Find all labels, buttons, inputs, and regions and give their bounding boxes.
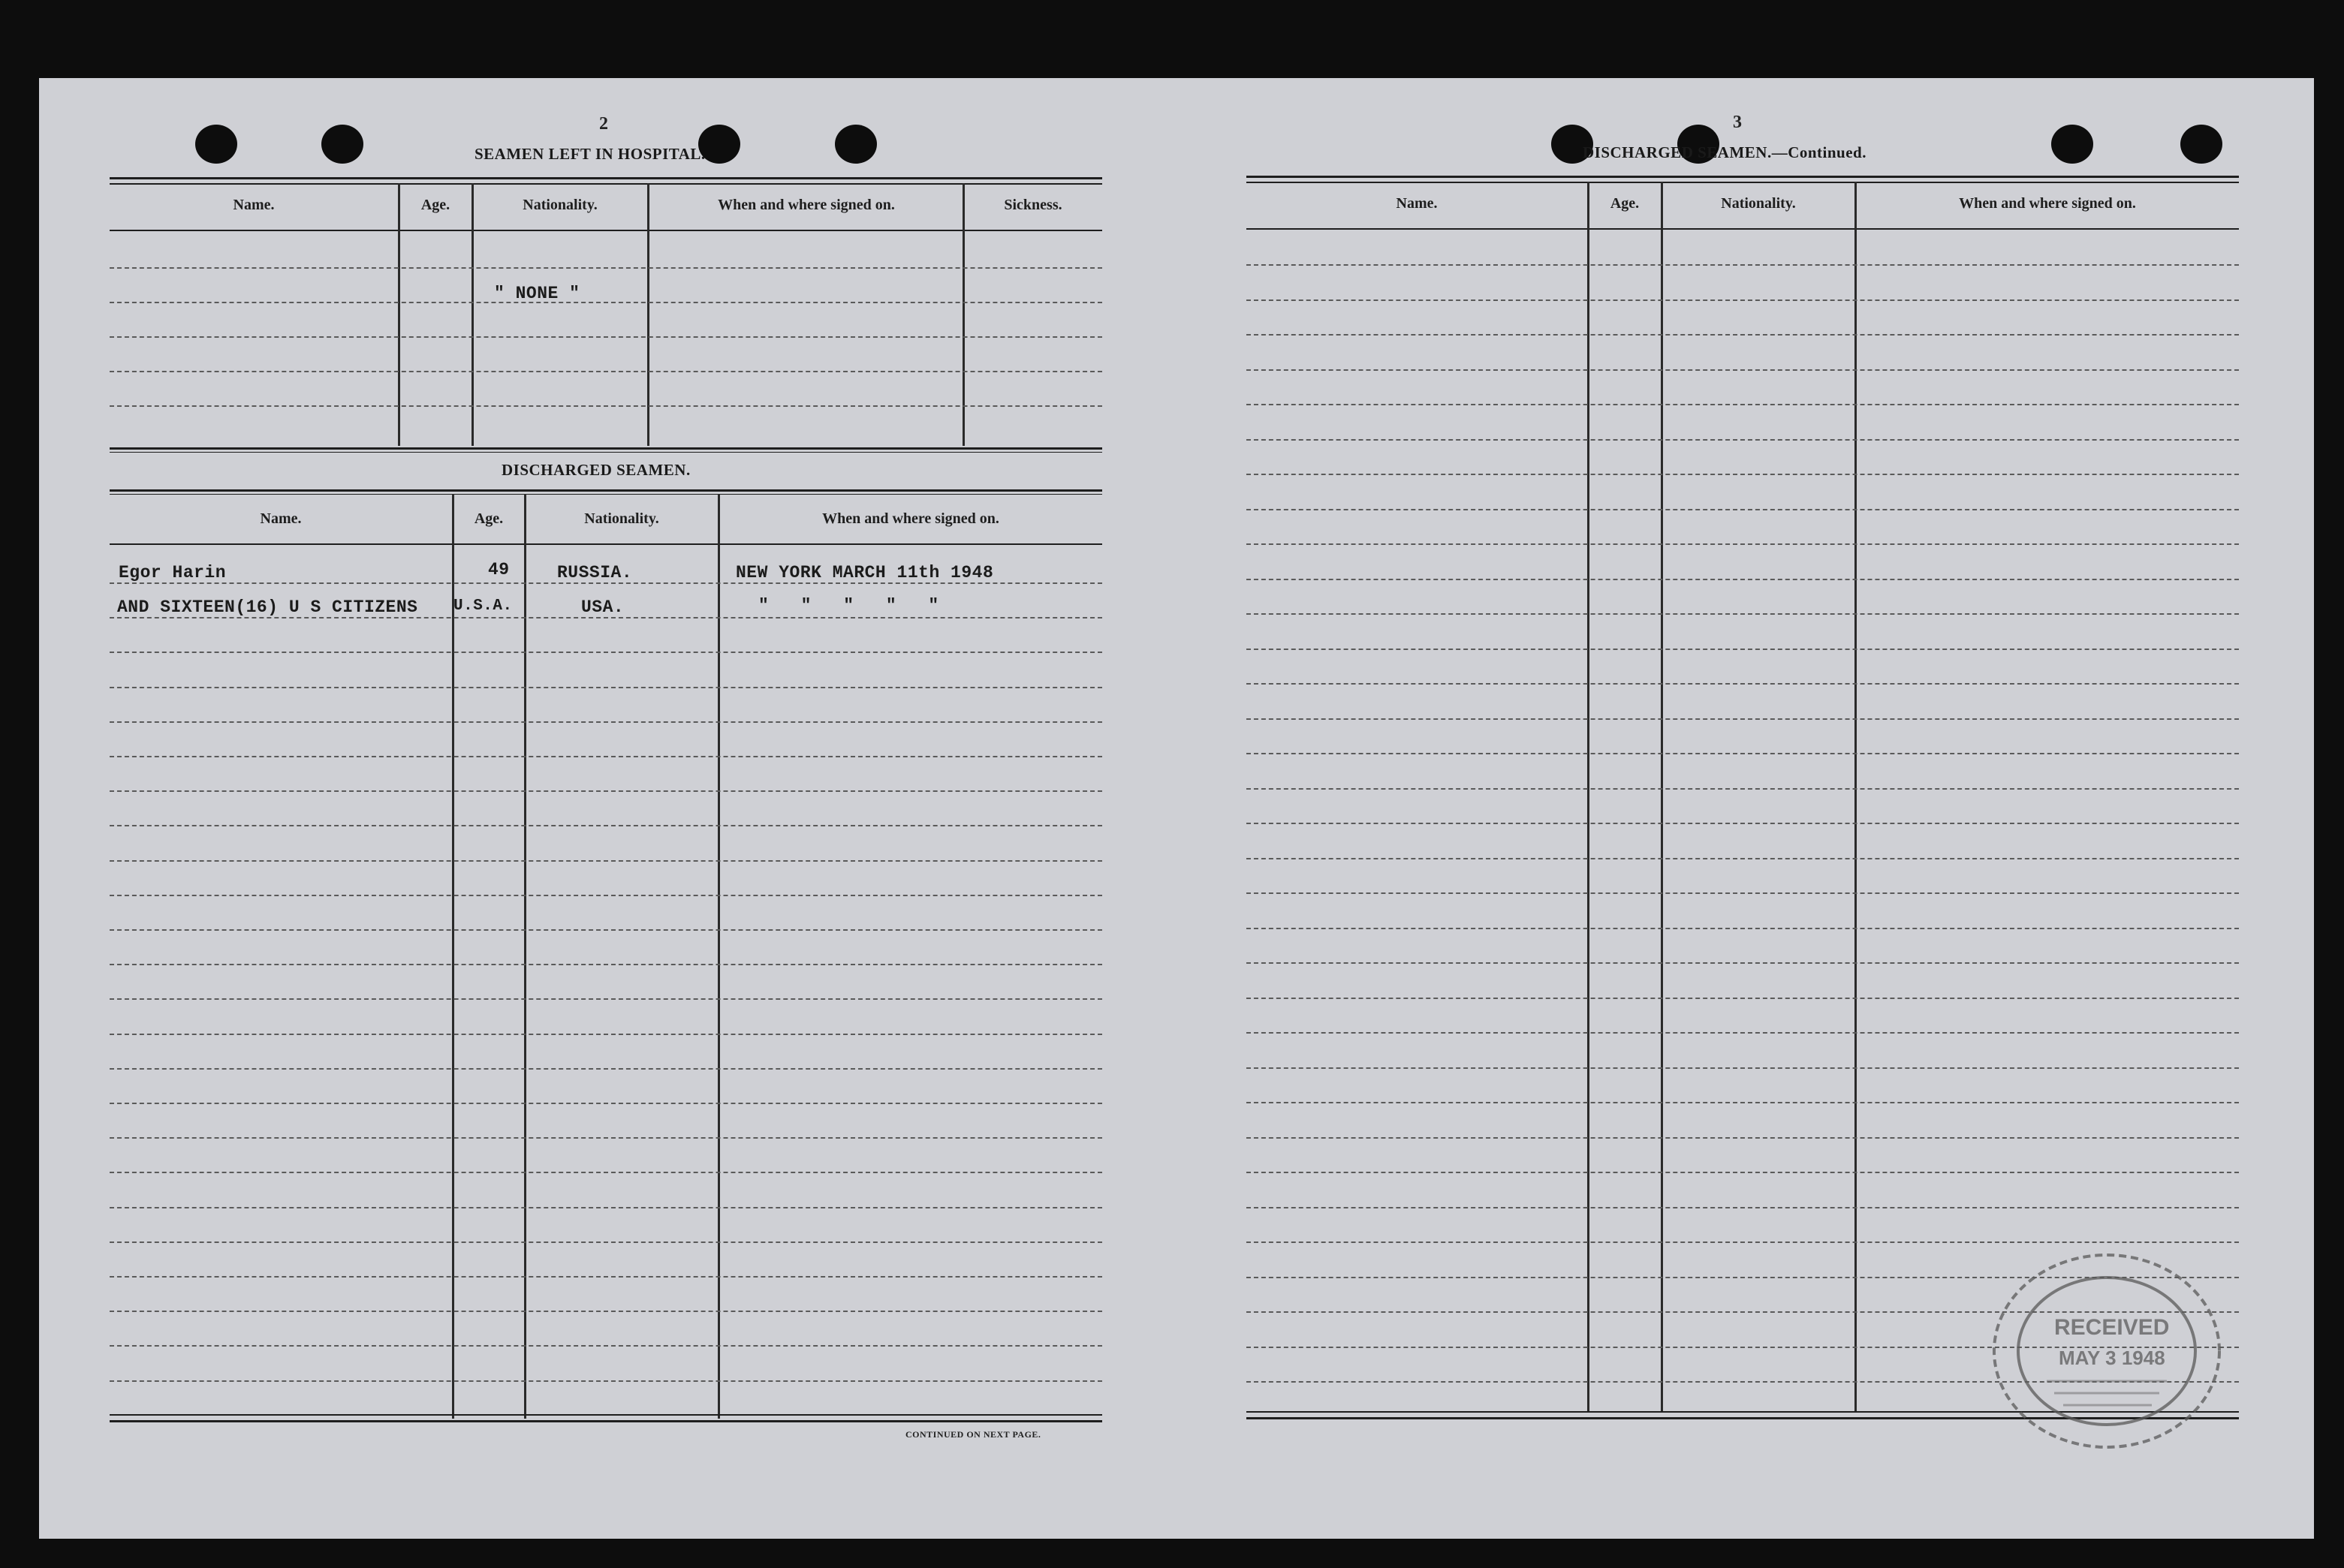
punch-hole xyxy=(2180,125,2222,164)
page-number: 3 xyxy=(1733,113,1742,132)
ruled-line xyxy=(1246,474,2239,475)
ruled-line xyxy=(110,721,1102,723)
ruled-line xyxy=(1246,1102,2239,1103)
ruled-line xyxy=(1246,753,2239,754)
ruled-line xyxy=(1246,962,2239,964)
punch-hole xyxy=(835,125,877,164)
ruled-line xyxy=(110,336,1102,338)
column-header-nationality: Nationality. xyxy=(584,510,659,527)
ruled-line xyxy=(1246,264,2239,266)
table-rule xyxy=(110,230,1102,231)
table-rule xyxy=(110,1414,1102,1416)
table-rule xyxy=(110,452,1102,453)
column-header-signed-on: When and where signed on. xyxy=(1959,195,2136,212)
table-rule xyxy=(1246,182,2239,183)
ruled-line xyxy=(110,756,1102,757)
ruled-line xyxy=(1246,369,2239,371)
ruled-line xyxy=(110,267,1102,269)
table-rule xyxy=(1246,228,2239,230)
discharged-continued-title: DISCHARGED SEAMEN.—Continued. xyxy=(1583,143,1866,161)
ruled-line xyxy=(110,825,1102,826)
column-divider xyxy=(524,494,526,1419)
column-divider xyxy=(1587,182,1589,1413)
ruled-line xyxy=(1246,928,2239,929)
ruled-line xyxy=(1246,613,2239,615)
seaman-signed-on: " " " " " xyxy=(758,596,939,615)
ruled-line xyxy=(110,1103,1102,1104)
column-divider xyxy=(718,494,720,1419)
ruled-line xyxy=(110,1068,1102,1070)
seaman-age: 49 xyxy=(488,560,510,579)
ruled-line xyxy=(1246,1137,2239,1139)
punch-hole xyxy=(195,125,237,164)
ruled-line xyxy=(1246,858,2239,859)
ruled-line xyxy=(1246,334,2239,336)
ruled-line xyxy=(110,964,1102,965)
punch-hole xyxy=(321,125,363,164)
ruled-line xyxy=(1246,543,2239,545)
ruled-line xyxy=(110,1172,1102,1173)
ruled-line xyxy=(1246,683,2239,685)
ruled-line xyxy=(110,302,1102,303)
column-header-signed-on: When and where signed on. xyxy=(822,510,999,527)
ruled-line xyxy=(110,998,1102,1000)
table-rule xyxy=(110,494,1102,495)
ruled-line xyxy=(1246,1067,2239,1069)
svg-text:RECEIVED: RECEIVED xyxy=(2054,1315,2170,1340)
ruled-line xyxy=(1246,404,2239,405)
ruled-line xyxy=(110,687,1102,688)
column-header-age: Age. xyxy=(474,510,504,527)
ruled-line xyxy=(1246,718,2239,720)
ruled-line xyxy=(110,405,1102,407)
column-header-age: Age. xyxy=(420,197,450,213)
seaman-nationality: USA. xyxy=(581,597,625,617)
punch-hole xyxy=(2051,125,2093,164)
column-divider xyxy=(452,494,454,1419)
ruled-line xyxy=(1246,788,2239,790)
discharged-section-title: DISCHARGED SEAMEN. xyxy=(502,461,691,479)
column-header-nationality: Nationality. xyxy=(523,197,598,213)
ruled-line xyxy=(110,617,1102,618)
ruled-line xyxy=(1246,649,2239,650)
ruled-line xyxy=(1246,1032,2239,1034)
ruled-line xyxy=(110,1345,1102,1347)
table-rule xyxy=(1246,176,2239,178)
ruled-line xyxy=(110,1137,1102,1139)
hospital-entry: " NONE " xyxy=(494,284,580,303)
column-header-nationality: Nationality. xyxy=(1721,195,1796,212)
table-rule xyxy=(110,183,1102,185)
table-rule xyxy=(110,447,1102,450)
column-header-signed-on: When and where signed on. xyxy=(718,197,895,213)
ruled-line xyxy=(110,895,1102,896)
column-header-name: Name. xyxy=(1396,195,1438,212)
table-rule xyxy=(110,489,1102,492)
ruled-line xyxy=(110,1311,1102,1312)
ruled-line xyxy=(110,790,1102,792)
column-header-name: Name. xyxy=(260,510,302,527)
ruled-line xyxy=(110,1380,1102,1382)
ruled-line xyxy=(1246,823,2239,824)
ruled-line xyxy=(1246,579,2239,580)
ruled-line xyxy=(1246,1207,2239,1208)
seaman-age: U.S.A. xyxy=(453,597,513,615)
column-header-age: Age. xyxy=(1610,195,1640,212)
ruled-line xyxy=(110,1034,1102,1035)
ruled-line xyxy=(1246,1172,2239,1173)
ruled-line xyxy=(1246,439,2239,441)
seaman-nationality: RUSSIA. xyxy=(557,563,633,582)
ruled-line xyxy=(1246,299,2239,301)
continued-note: CONTINUED ON NEXT PAGE. xyxy=(905,1429,1041,1440)
table-rule xyxy=(110,1420,1102,1422)
column-divider xyxy=(1661,182,1663,1413)
seaman-name: AND SIXTEEN(16) U S CITIZENS xyxy=(117,597,418,617)
table-rule xyxy=(110,177,1102,179)
page-number: 2 xyxy=(599,114,608,134)
ruled-line xyxy=(1246,892,2239,894)
ruled-line xyxy=(110,371,1102,372)
ruled-line xyxy=(110,1207,1102,1208)
ruled-line xyxy=(1246,998,2239,999)
seaman-signed-on: NEW YORK MARCH 11th 1948 xyxy=(736,563,994,582)
received-stamp xyxy=(1964,1238,2234,1464)
table-rule xyxy=(110,543,1102,545)
ruled-line xyxy=(110,1276,1102,1278)
column-header-name: Name. xyxy=(233,197,275,213)
ruled-line xyxy=(1246,509,2239,510)
ruled-line xyxy=(110,652,1102,653)
hospital-section-title: SEAMEN LEFT IN HOSPITAL. xyxy=(475,145,706,163)
column-divider xyxy=(1854,182,1857,1413)
svg-text:MAY 3 1948: MAY 3 1948 xyxy=(2059,1347,2165,1369)
ruled-line xyxy=(110,929,1102,931)
ruled-line xyxy=(110,1241,1102,1243)
ruled-line xyxy=(110,582,1102,584)
ruled-line xyxy=(110,860,1102,862)
seaman-name: Egor Harin xyxy=(119,563,227,582)
column-header-sickness: Sickness. xyxy=(1004,197,1062,213)
